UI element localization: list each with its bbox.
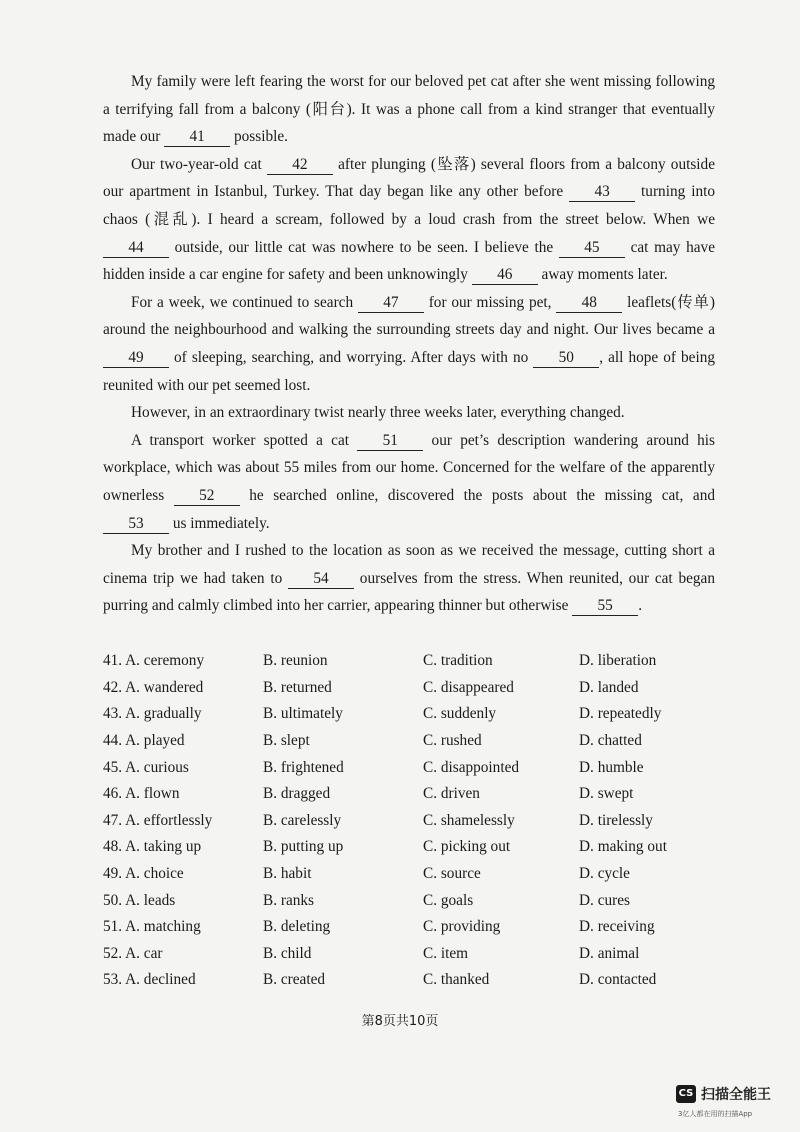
question-row — [103, 861, 723, 888]
option-choice: B. frightened — [263, 758, 344, 776]
answer-blank: 48 — [556, 294, 622, 313]
option-choice: 43. A. gradually — [103, 705, 202, 723]
option-choice: D. receiving — [579, 918, 655, 936]
passage-paragraph — [103, 399, 715, 427]
option-choice: D. chatted — [579, 732, 642, 750]
option-choice: B. putting up — [263, 838, 344, 856]
question-row — [103, 728, 723, 755]
option-choice: B. dragged — [263, 785, 331, 803]
passage-text: My brother and I rushed to the location as soon as we received the message, cutting short a cinema trip we had taken to — [103, 542, 715, 587]
passage-text: Our two-year-old cat — [131, 155, 267, 173]
option-choice: D. animal — [579, 944, 640, 962]
answer-blank: 44 — [103, 239, 169, 258]
option-choice: D. making out — [579, 838, 667, 856]
question-row — [103, 781, 723, 808]
passage-paragraph — [103, 427, 715, 537]
option-choice: B. slept — [263, 732, 310, 750]
question-row — [103, 675, 723, 702]
answer-blank: 55 — [572, 597, 638, 616]
passage-text: of sleeping, searching, and worrying. After days with no — [169, 348, 534, 366]
question-row — [103, 648, 723, 675]
answer-blank: 45 — [559, 239, 625, 258]
passage-text: cat may have hidden inside a car engine for safety and been unknowingly — [103, 238, 715, 284]
option-choice: 42. A. wandered — [103, 678, 204, 696]
option-choice: C. suddenly — [423, 705, 497, 723]
option-choice: B. reunion — [263, 652, 328, 670]
option-choice: C. item — [423, 944, 469, 962]
question-row — [103, 808, 723, 835]
option-choice: 44. A. played — [103, 732, 185, 750]
passage-text: away moments later. — [537, 266, 668, 284]
option-choice: C. tradition — [423, 652, 493, 670]
option-choice: D. tirelessly — [579, 811, 653, 829]
option-choice: C. picking out — [423, 838, 511, 856]
passage-text: us immediately. — [169, 514, 270, 532]
passage-text: after plunging (坠落) several floors from a balcony outside our apartment in Istanbul, Turkey. That day began like any other before — [103, 155, 715, 201]
passage-text: outside, our little cat was nowhere to be seen. I believe the — [169, 238, 559, 256]
passage-text: For a week, we continued to search — [131, 293, 358, 311]
question-row — [103, 941, 723, 968]
option-choice: D. swept — [579, 785, 634, 803]
passage-text: leaflets(传单) around the neighbourhood and walking the surrounding streets day and night. Our lives became a — [103, 293, 715, 339]
passage-text: , all hope of being reunited with our pet seemed lost. — [103, 348, 715, 394]
option-choice: D. cures — [579, 891, 630, 909]
answer-options — [103, 648, 723, 994]
option-choice: 45. A. curious — [103, 758, 189, 776]
option-choice: C. rushed — [423, 732, 482, 750]
option-choice: B. carelessly — [263, 811, 342, 829]
option-choice: 48. A. taking up — [103, 838, 202, 856]
option-choice: C. disappointed — [423, 758, 520, 776]
option-choice: C. thanked — [423, 971, 490, 989]
option-choice: C. providing — [423, 918, 501, 936]
answer-blank: 43 — [569, 183, 635, 202]
passage-text: My family were left fearing the worst for our beloved pet cat after she went missing following a terrifying fall from a balcony (阳台). It was a phone call from a kind stranger that eventually made our — [103, 73, 715, 146]
option-choice: 49. A. choice — [103, 865, 184, 883]
passage-text: ourselves from the stress. When reunited, our cat began purring and calmly climbed into her carrier, appearing thinner but otherwise — [103, 569, 715, 615]
question-row — [103, 834, 723, 861]
answer-blank: 47 — [358, 294, 424, 313]
camscanner-name: 扫描全能王 — [701, 1087, 771, 1103]
option-choice: B. ultimately — [263, 705, 343, 723]
passage-paragraph — [103, 537, 715, 620]
option-choice: B. created — [263, 971, 326, 989]
question-row — [103, 967, 723, 994]
option-choice: 53. A. declined — [103, 971, 196, 989]
answer-blank: 46 — [472, 266, 538, 285]
passage-text: he searched online, discovered the posts about the missing cat, and — [239, 486, 716, 504]
option-choice: B. deleting — [263, 918, 331, 936]
answer-blank: 50 — [533, 349, 599, 368]
cloze-passage — [103, 68, 715, 620]
question-row — [103, 914, 723, 941]
passage-paragraph — [103, 289, 715, 399]
camscanner-logo-icon: CS — [676, 1085, 696, 1103]
option-choice: 51. A. matching — [103, 918, 201, 936]
question-row — [103, 754, 723, 781]
question-row — [103, 887, 723, 914]
option-choice: 47. A. effortlessly — [103, 811, 213, 829]
option-choice: D. contacted — [579, 971, 657, 989]
option-choice: C. disappeared — [423, 678, 514, 696]
answer-blank: 52 — [174, 487, 240, 506]
option-choice: B. ranks — [263, 891, 314, 909]
answer-blank: 49 — [103, 349, 169, 368]
option-choice: C. shamelessly — [423, 811, 515, 829]
option-choice: C. goals — [423, 891, 474, 909]
passage-text: our pet’s description wandering around his workplace, which was about 55 miles from our home. Concerned for the welfare of the apparently ownerless — [103, 431, 715, 504]
option-choice: D. repeatedly — [579, 705, 662, 723]
option-choice: 52. A. car — [103, 944, 163, 962]
camscanner-tagline: 3亿人都在用的扫描App — [678, 1110, 753, 1118]
option-choice: D. liberation — [579, 652, 657, 670]
answer-blank: 41 — [164, 128, 230, 147]
passage-text: possible. — [230, 128, 288, 146]
passage-text: . — [638, 597, 643, 615]
option-choice: D. humble — [579, 758, 644, 776]
answer-blank: 42 — [267, 156, 333, 175]
passage-paragraph — [103, 151, 715, 289]
option-choice: 41. A. ceremony — [103, 652, 205, 670]
passage-text: A transport worker spotted a cat — [131, 431, 358, 449]
option-choice: D. cycle — [579, 865, 630, 883]
answer-blank: 53 — [103, 515, 169, 534]
answer-blank: 54 — [288, 570, 354, 589]
option-choice: 46. A. flown — [103, 785, 180, 803]
answer-blank: 51 — [357, 432, 423, 451]
option-choice: C. source — [423, 865, 481, 883]
passage-text: However, in an extraordinary twist nearly three weeks later, everything changed. — [131, 404, 625, 422]
camscanner-watermark — [676, 1083, 786, 1123]
passage-text: for our missing pet, — [423, 293, 557, 311]
question-row — [103, 701, 723, 728]
page-number: 第8页共10页 — [361, 1014, 439, 1029]
passage-paragraph — [103, 68, 715, 151]
passage-text: turning into chaos (混乱). I heard a scream, followed by a loud crash from the street below. When we — [103, 183, 715, 228]
option-choice: B. habit — [263, 865, 312, 883]
option-choice: C. driven — [423, 785, 480, 803]
option-choice: B. child — [263, 944, 312, 962]
option-choice: D. landed — [579, 678, 639, 696]
option-choice: 50. A. leads — [103, 891, 176, 909]
option-choice: B. returned — [263, 678, 332, 696]
